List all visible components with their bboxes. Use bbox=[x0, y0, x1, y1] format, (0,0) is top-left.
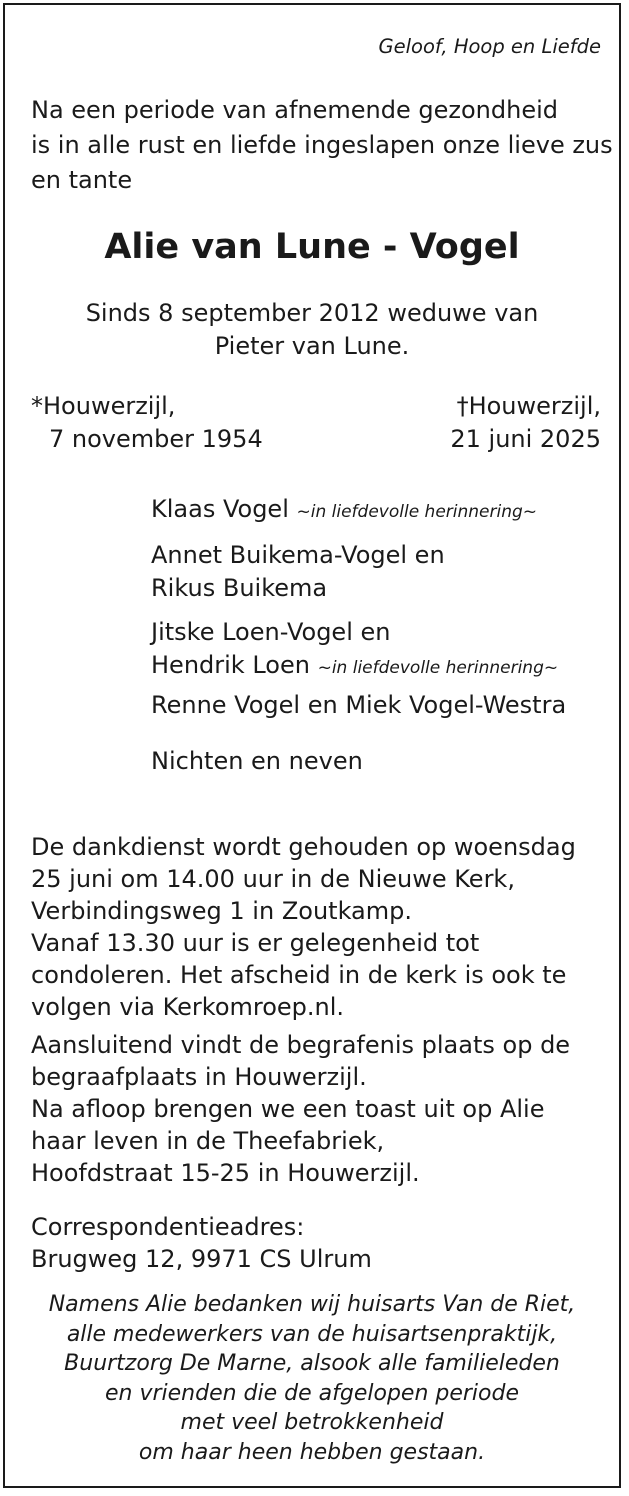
birth-info bbox=[31, 390, 263, 456]
burial-line: haar leven in de Theefabriek, bbox=[31, 1127, 385, 1155]
family-member bbox=[151, 745, 363, 778]
motto: Geloof, Hoop en Liefde bbox=[378, 35, 601, 58]
birth-date: 7 november 1954 bbox=[49, 425, 263, 453]
death-symbol: † bbox=[456, 392, 469, 420]
service-info bbox=[31, 831, 576, 1023]
family-name: Rikus Buikema bbox=[151, 574, 328, 602]
widow-text bbox=[5, 297, 619, 363]
death-info bbox=[450, 390, 601, 456]
thanks-line: Namens Alie bedanken wij huisarts Van de Riet, bbox=[48, 1292, 576, 1317]
burial-info bbox=[31, 1029, 570, 1189]
death-date: 21 juni 2025 bbox=[450, 425, 601, 453]
service-line: condoleren. Het afscheid in de kerk is ook te bbox=[31, 961, 567, 989]
intro-text bbox=[31, 93, 613, 198]
burial-line: begraafplaats in Houwerzijl. bbox=[31, 1063, 367, 1091]
thanks-line: met veel betrokkenheid bbox=[180, 1410, 444, 1435]
thanks-text bbox=[5, 1290, 619, 1467]
intro-line: en tante bbox=[31, 166, 133, 194]
service-line: 25 juni om 14.00 uur in de Nieuwe Kerk, bbox=[31, 865, 515, 893]
thanks-line: Buurtzorg De Marne, alsook alle familieleden bbox=[64, 1351, 560, 1376]
correspondence-address bbox=[31, 1211, 372, 1275]
service-line: De dankdienst wordt gehouden op woensdag bbox=[31, 833, 576, 861]
family-name: Klaas Vogel bbox=[151, 495, 289, 523]
family-name: Annet Buikema-Vogel en bbox=[151, 541, 445, 569]
death-place: Houwerzijl, bbox=[468, 392, 601, 420]
family-member bbox=[151, 689, 566, 722]
family-member bbox=[151, 616, 558, 685]
burial-line: Na afloop brengen we een toast uit op Alie bbox=[31, 1095, 545, 1123]
correspondence-line: Brugweg 12, 9971 CS Ulrum bbox=[31, 1245, 372, 1273]
family-member bbox=[151, 493, 537, 529]
widow-line: Pieter van Lune. bbox=[214, 332, 410, 360]
burial-line: Aansluitend vindt de begrafenis plaats op de bbox=[31, 1031, 571, 1059]
birth-place: Houwerzijl, bbox=[43, 392, 176, 420]
service-line: volgen via Kerkomroep.nl. bbox=[31, 993, 345, 1021]
burial-line: Hoofdstraat 15-25 in Houwerzijl. bbox=[31, 1159, 420, 1187]
birth-symbol: * bbox=[31, 392, 43, 420]
service-line: Vanaf 13.30 uur is er gelegenheid tot bbox=[31, 929, 480, 957]
correspondence-line: Correspondentieadres: bbox=[31, 1213, 305, 1241]
thanks-line: om haar heen hebben gestaan. bbox=[138, 1439, 486, 1465]
intro-line: is in alle rust en liefde ingeslapen onze lieve zus bbox=[31, 131, 613, 159]
family-note: ~in liefdevolle herinnering~ bbox=[317, 658, 559, 678]
family-note: ~in liefdevolle herinnering~ bbox=[296, 502, 538, 522]
family-name: Renne Vogel en Miek Vogel-Westra bbox=[151, 691, 567, 719]
widow-line: Sinds 8 september 2012 weduwe van bbox=[85, 299, 539, 327]
family-name: Nichten en neven bbox=[151, 747, 363, 775]
family-name: Jitske Loen-Vogel en bbox=[151, 618, 391, 646]
intro-line: Na een periode van afnemende gezondheid bbox=[31, 96, 558, 124]
obituary-card bbox=[3, 3, 621, 1488]
family-member bbox=[151, 539, 445, 605]
thanks-line: alle medewerkers van de huisartsenpraktijk, bbox=[66, 1321, 558, 1347]
deceased-name: Alie van Lune - Vogel bbox=[104, 227, 520, 267]
thanks-line: en vrienden die de afgelopen periode bbox=[104, 1380, 519, 1406]
service-line: Verbindingsweg 1 in Zoutkamp. bbox=[31, 897, 412, 925]
family-name: Hendrik Loen bbox=[151, 651, 310, 679]
